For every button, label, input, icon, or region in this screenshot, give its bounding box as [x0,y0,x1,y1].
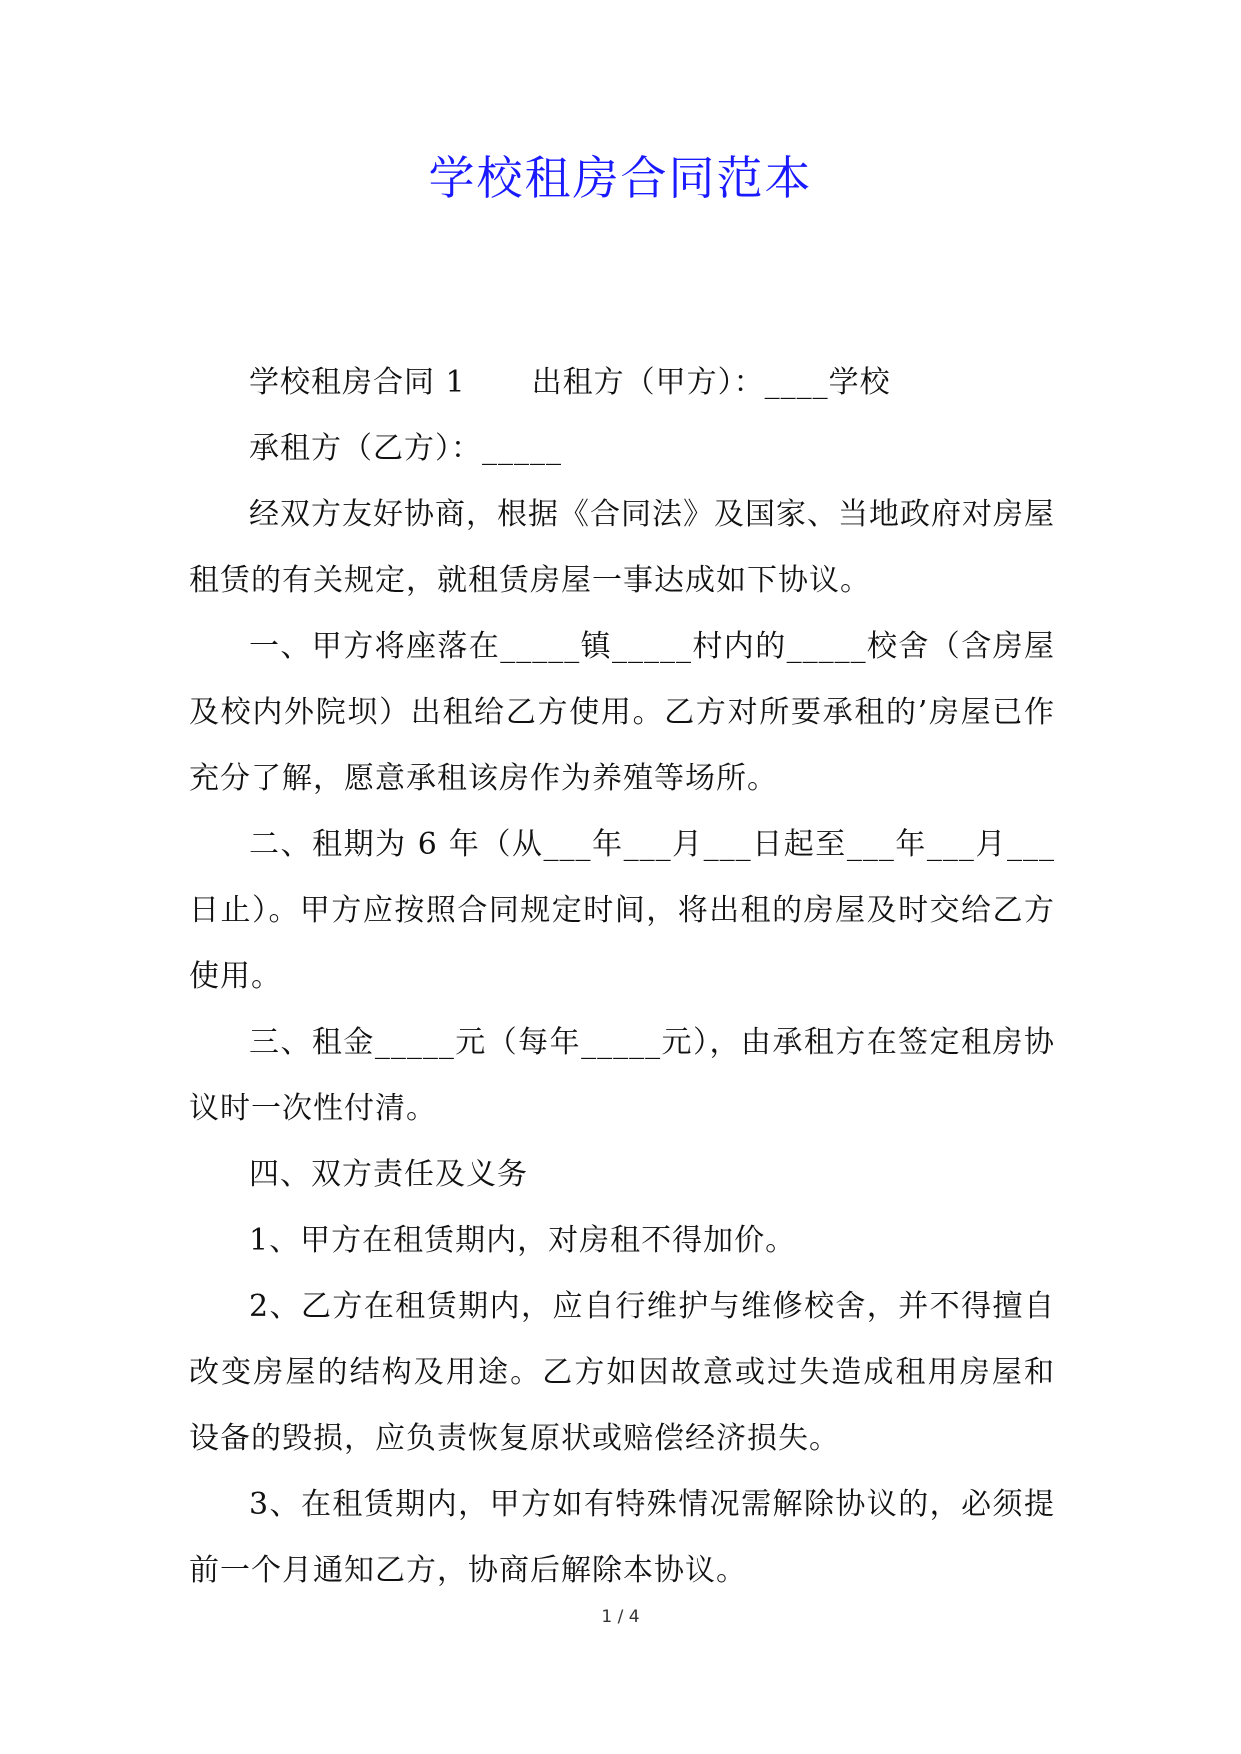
document-title: 学校租房合同范本 [428,151,813,205]
paragraph: 一、甲方将座落在_____镇_____村内的_____校舍（含房屋及校内外院坝）出租给乙方使用。乙方对所要承租的’房屋已作充分了解，愿意承租该房作为养殖等场所。 [189,629,1055,796]
paragraph: 经双方友好协商，根据《合同法》及国家、当地政府对房屋租赁的有关规定，就租赁房屋一事达成如下协议。 [189,497,1055,598]
lessee-line: 承租方（乙方）：_____ [249,431,562,466]
lessor-line: 出租方（甲方）：____学校 [531,365,891,400]
contract-header-line [189,350,1055,416]
paragraph: 四、双方责任及义务 [249,1157,528,1192]
document-body [189,350,1055,1604]
paragraph: 2、乙方在租赁期内，应自行维护与维修校舍，并不得擅自改变房屋的结构及用途。乙方如因故意或过失造成租用房屋和设备的毁损，应负责恢复原状或赔偿经济损失。 [189,1289,1055,1456]
paragraph: 1、甲方在租赁期内，对房租不得加价。 [249,1223,797,1258]
paragraph: 3、在租赁期内，甲方如有特殊情况需解除协议的，必须提前一个月通知乙方，协商后解除本协议。 [189,1487,1055,1588]
paragraph: 二、租期为 6 年（从___年___月___日起至___年___月___日止）。甲方应按照合同规定时间，将出租的房屋及时交给乙方使用。 [189,827,1055,994]
paragraph: 三、租金_____元（每年_____元），由承租方在签定租房协议时一次性付清。 [189,1025,1055,1126]
page-number: 1 / 4 [601,1607,640,1627]
contract-heading: 学校租房合同 1 [249,365,466,400]
